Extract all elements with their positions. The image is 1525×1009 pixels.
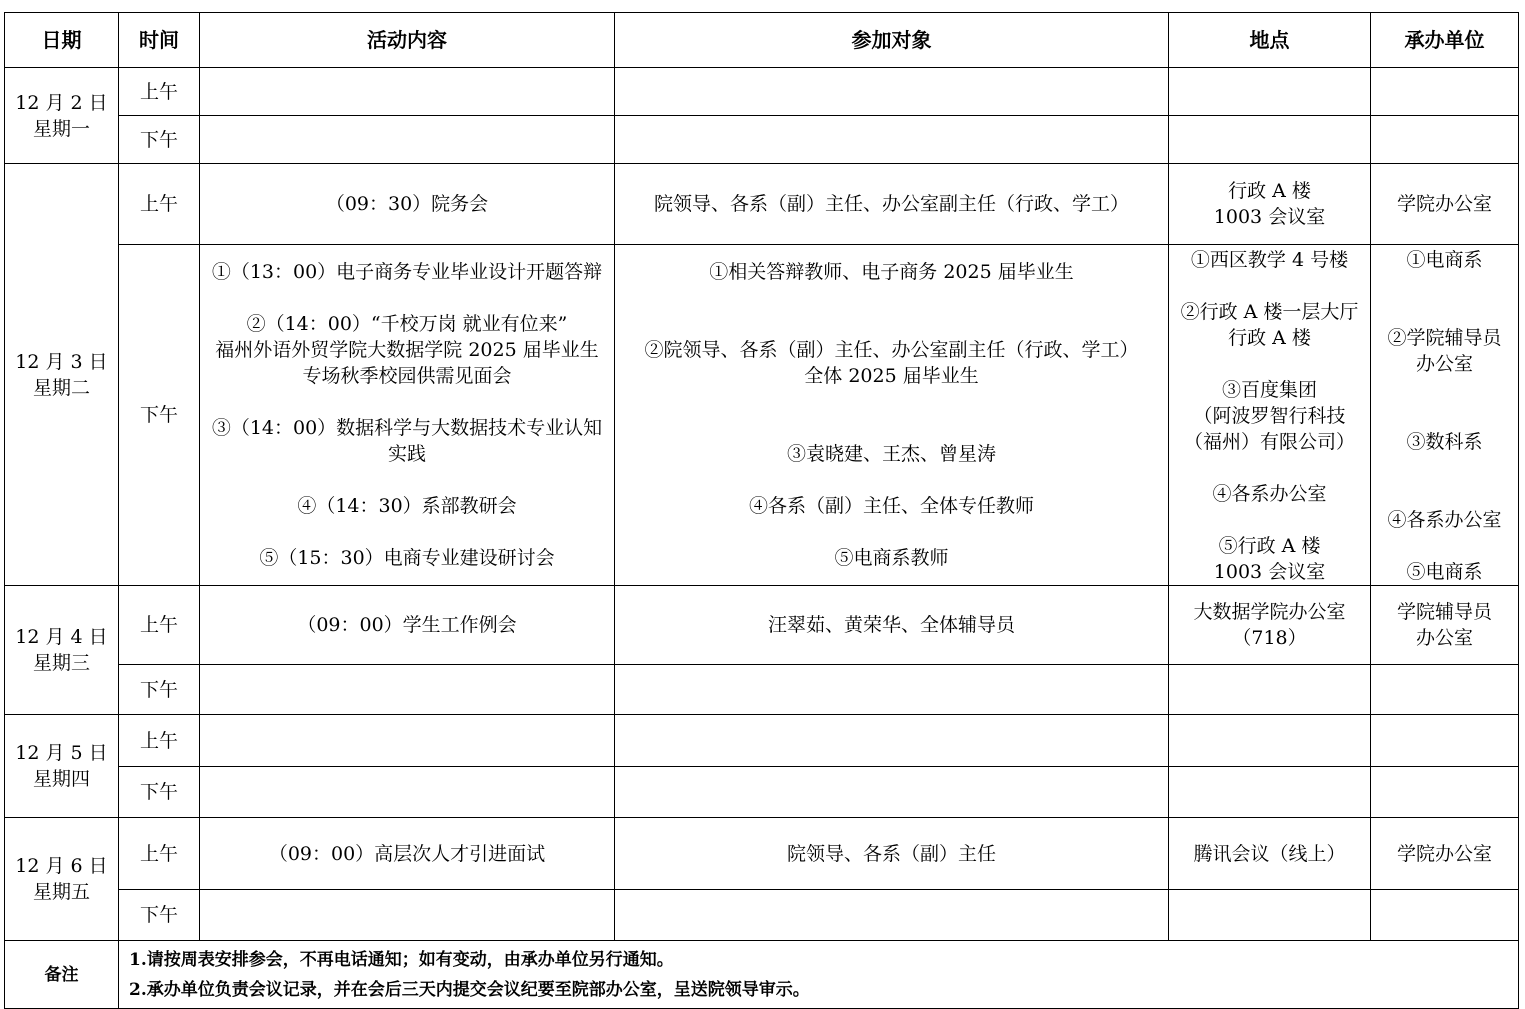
header-activity: 活动内容 [200,13,615,68]
table-row [5,245,1519,586]
time-cell: 上午 [119,586,200,665]
attendees-cell [615,890,1169,941]
activity-cell [200,68,615,116]
date-cell: 12 月 4 日 星期三 [5,586,119,715]
organizer-cell [1371,890,1519,941]
location-cell: ①西区教学 4 号楼 ②行政 A 楼一层大厅 行政 A 楼 ③百度集团 （阿波罗智行科技 （福州）有限公司） ④各系办公室 ⑤行政 A 楼 1003 会议室 [1169,245,1371,586]
header-date: 日期 [5,13,119,68]
attendees-cell [615,665,1169,715]
organizer-cell: 学院办公室 [1371,818,1519,890]
activity-cell: （09：30）院务会 [200,164,615,245]
organizer-cell [1371,68,1519,116]
time-cell: 下午 [119,245,200,586]
activity-cell [200,767,615,818]
weekly-schedule-table [4,12,1519,1009]
location-cell: 行政 A 楼 1003 会议室 [1169,164,1371,245]
organizer-cell [1371,665,1519,715]
date-cell: 12 月 3 日 星期二 [5,164,119,586]
location-cell: 腾讯会议（线上） [1169,818,1371,890]
activity-cell [200,715,615,767]
attendees-cell: ①相关答辩教师、电子商务 2025 届毕业生 ②院领导、各系（副）主任、办公室副主任（行政、学工） 全体 2025 届毕业生 ③袁晓建、王杰、曾星涛 ④各系（副）主任、全体专任教师 ⑤电商系教师 [615,245,1169,586]
attendees-cell: 汪翠茹、黄荣华、全体辅导员 [615,586,1169,665]
header-location: 地点 [1169,13,1371,68]
organizer-cell: 学院辅导员 办公室 [1371,586,1519,665]
table-row [5,818,1519,890]
notes-label: 备注 [5,941,119,1009]
attendees-cell [615,116,1169,164]
organizer-cell [1371,116,1519,164]
activity-cell: （09：00）高层次人才引进面试 [200,818,615,890]
activity-cell [200,890,615,941]
header-time: 时间 [119,13,200,68]
table-row [5,665,1519,715]
notes-cell [119,941,1519,1009]
activity-cell: ①（13：00）电子商务专业毕业设计开题答辩 ②（14：00）“千校万岗 就业有位来” 福州外语外贸学院大数据学院 2025 届毕业生 专场秋季校园供需见面会 ③（14：00）数据科学与大数据技术专业认知 实践 ④（14：30）系部教研会 ⑤（15：30）电商专业建设研讨会 [200,245,615,586]
time-cell: 下午 [119,767,200,818]
table-row [5,164,1519,245]
organizer-cell: ①电商系 ②学院辅导员 办公室 ③数科系 ④各系办公室 ⑤电商系 [1371,245,1519,586]
attendees-cell [615,68,1169,116]
location-cell [1169,68,1371,116]
time-cell: 下午 [119,890,200,941]
date-cell: 12 月 5 日 星期四 [5,715,119,818]
table-row [5,586,1519,665]
location-cell [1169,116,1371,164]
location-cell [1169,890,1371,941]
organizer-cell [1371,767,1519,818]
location-cell [1169,665,1371,715]
attendees-cell [615,715,1169,767]
organizer-cell: 学院办公室 [1371,164,1519,245]
time-cell: 上午 [119,164,200,245]
activity-cell: （09：00）学生工作例会 [200,586,615,665]
date-cell: 12 月 6 日 星期五 [5,818,119,941]
location-cell [1169,767,1371,818]
notes-row [5,941,1519,1009]
note-line: 1.请按周表安排参会，不再电话通知；如有变动，由承办单位另行通知。 [129,949,674,970]
header-attendees: 参加对象 [615,13,1169,68]
time-cell: 上午 [119,68,200,116]
organizer-cell [1371,715,1519,767]
table-row [5,715,1519,767]
table-row [5,890,1519,941]
attendees-cell [615,767,1169,818]
activity-cell [200,116,615,164]
location-cell [1169,715,1371,767]
attendees-cell: 院领导、各系（副）主任、办公室副主任（行政、学工） [615,164,1169,245]
note-line: 2.承办单位负责会议记录，并在会后三天内提交会议纪要至院部办公室，呈送院领导审示。 [129,979,810,1000]
header-row [5,13,1519,68]
header-organizer: 承办单位 [1371,13,1519,68]
table-row [5,116,1519,164]
time-cell: 上午 [119,715,200,767]
time-cell: 下午 [119,665,200,715]
table-row [5,767,1519,818]
activity-cell [200,665,615,715]
attendees-cell: 院领导、各系（副）主任 [615,818,1169,890]
date-cell: 12 月 2 日 星期一 [5,68,119,164]
table-row [5,68,1519,116]
time-cell: 下午 [119,116,200,164]
time-cell: 上午 [119,818,200,890]
location-cell: 大数据学院办公室 （718） [1169,586,1371,665]
